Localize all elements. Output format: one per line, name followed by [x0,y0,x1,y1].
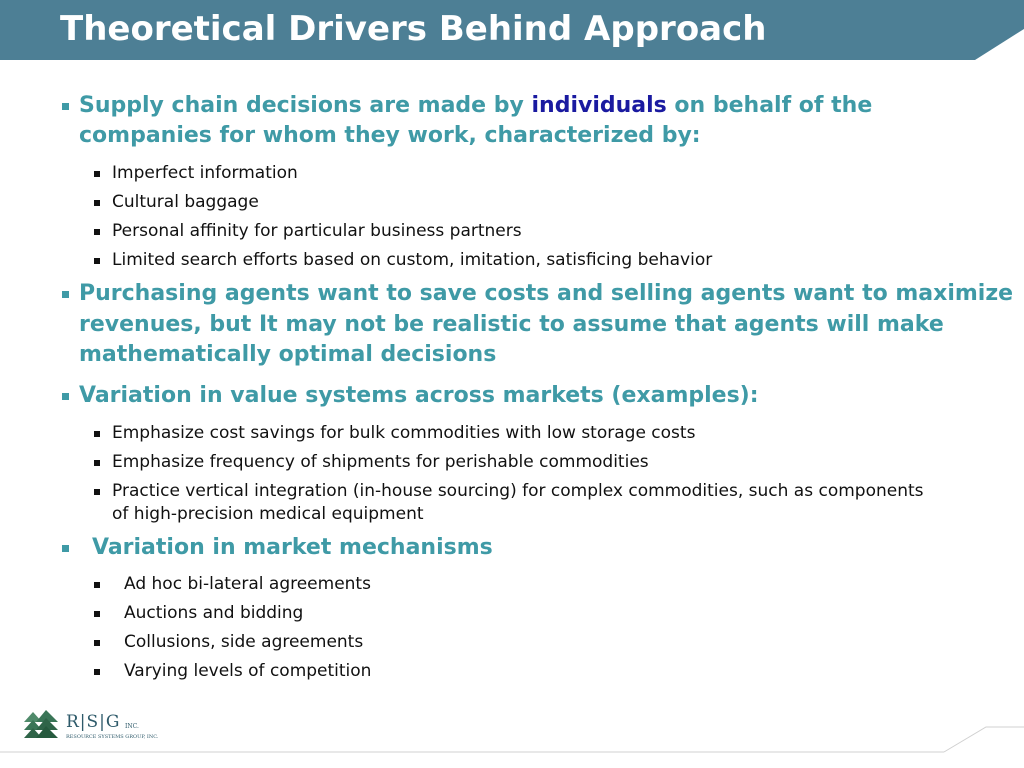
sub-bullet-square-icon [94,669,100,675]
sub-bullet-square-icon [94,171,100,177]
sub-bullet-1-2: Cultural baggage [112,192,259,212]
sub-bullet-square-icon [94,431,100,437]
bullet-square-icon [62,103,69,110]
bullet-2-line-2: revenues, but It may not be realistic to assume that agents will make [79,312,944,337]
bullet-2-line-1: Purchasing agents want to save costs and selling agents want to maximize [79,281,1014,306]
sub-bullet-1-1: Imperfect information [112,163,298,183]
rsg-logo [24,708,164,744]
bullet-3-text: Variation in value systems across markets (examples): [79,383,759,408]
bullet-2-line-3: mathematically optimal decisions [79,342,497,367]
bullet-1-text-end: on behalf of the [666,93,873,118]
sub-bullet-square-icon [94,489,100,495]
title-bar [0,0,1024,60]
sub-bullet-square-icon [94,611,100,617]
sub-bullet-square-icon [94,460,100,466]
sub-bullet-square-icon [94,640,100,646]
bullet-square-icon [62,291,69,298]
bullet-1-text-start: Supply chain decisions are made by [79,93,532,118]
mountain-trees-icon [24,708,60,742]
sub-bullet-square-icon [94,200,100,206]
logo-inc: INC. [125,723,139,730]
sub-bullet-square-icon [94,258,100,264]
bullet-1-line-2: companies for whom they work, characterized by: [79,123,701,148]
sub-bullet-square-icon [94,229,100,235]
sub-bullet-square-icon [94,582,100,588]
bullet-1-highlight: individuals [531,93,667,118]
sub-bullet-3-1: Emphasize cost savings for bulk commodities with low storage costs [112,423,696,443]
logo-letters: R|S|G [66,712,121,732]
slide-title: Theoretical Drivers Behind Approach [60,9,767,49]
bullet-4-text: Variation in market mechanisms [92,535,493,560]
logo-subtitle: RESOURCE SYSTEMS GROUP, INC. [66,734,159,740]
sub-bullet-4-1: Ad hoc bi-lateral agreements [124,574,371,594]
sub-bullet-4-4: Varying levels of competition [124,661,372,681]
sub-bullet-1-4: Limited search efforts based on custom, imitation, satisficing behavior [112,250,713,270]
sub-bullet-4-2: Auctions and bidding [124,603,304,623]
sub-bullet-1-3: Personal affinity for particular business partners [112,221,522,241]
sub-bullet-3-3-cont: of high-precision medical equipment [112,504,424,524]
sub-bullet-4-3: Collusions, side agreements [124,632,364,652]
sub-bullet-3-3: Practice vertical integration (in-house sourcing) for complex commodities, such as components [112,481,924,501]
bullet-square-icon [62,545,69,552]
bullet-1-line-1 [79,91,872,121]
sub-bullet-3-2: Emphasize frequency of shipments for perishable commodities [112,452,649,472]
bullet-square-icon [62,393,69,400]
